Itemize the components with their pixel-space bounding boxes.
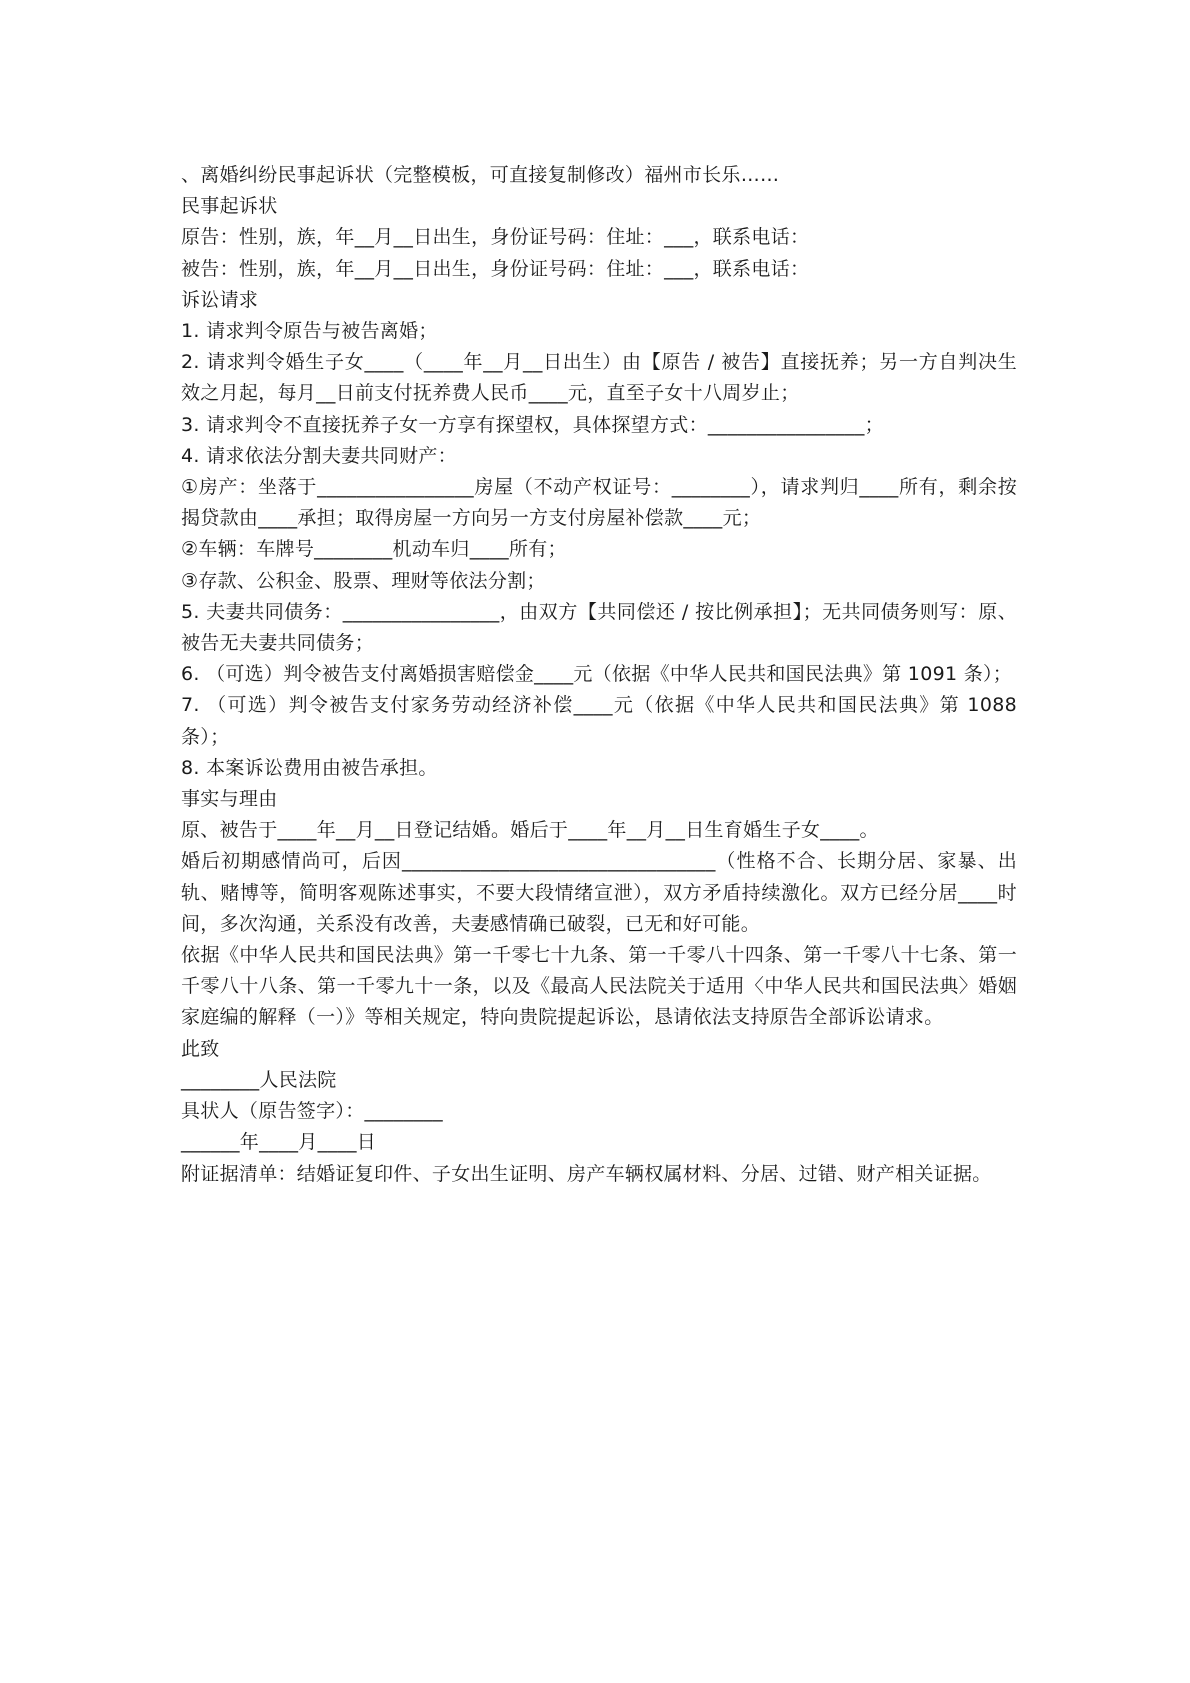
claim-item: ②车辆：车牌号________机动车归____所有； (181, 538, 567, 561)
document-heading: 民事起诉状 (181, 195, 278, 218)
claim-item: 7. （可选）判令被告支付家务劳动经济补偿____元（依据《中华人民共和国民法典》第 1088 条）； (181, 694, 1017, 748)
signer-line: 具状人（原告签字）：________ (181, 1100, 443, 1123)
evidence-list: 附证据清单：结婚证复印件、子女出生证明、房产车辆权属材料、分居、过错、财产相关证据。 (181, 1162, 992, 1185)
claim-item: ③存款、公积金、股票、理财等依法分割； (181, 569, 546, 592)
title-line: 、离婚纠纷民事起诉状（完整模板，可直接复制修改）福州市长乐…… (181, 164, 780, 186)
claims-heading: 诉讼请求 (181, 288, 259, 311)
facts-paragraph: 婚后初期感情尚可，后因________________________________（性格不合、长期分居、家暴、出轨、赌博等，简明客观陈述事实，不要大段情绪宣泄），双方矛盾持续激化。双方已经分居____时间，多次沟通，关系没有改善，夫妻感情确已破裂，已无和好可能。 (181, 850, 1017, 935)
facts-heading: 事实与理由 (181, 788, 278, 811)
claim-item: 8. 本案诉讼费用由被告承担。 (181, 756, 438, 779)
claim-item: 5. 夫妻共同债务：________________，由双方【共同偿还 / 按比例承担】；无共同债务则写：原、被告无夫妻共同债务； (181, 600, 1017, 655)
closing-salutation: 此致 (181, 1037, 220, 1060)
court-name: ________人民法院 (181, 1068, 337, 1091)
claim-item: 3. 请求判令不直接抚养子女一方享有探望权，具体探望方式：________________； (181, 413, 884, 436)
date-line: ______年____月____日 (181, 1131, 377, 1154)
facts-paragraph: 依据《中华人民共和国民法典》第一千零七十九条、第一千零八十四条、第一千零八十七条、第一千零八十八条、第一千零九十一条，以及《最高人民法院关于适用〈中华人民共和国民法典〉婚姻家庭编的解释（一）》等相关规定，特向贵院提起诉讼，恳请依法支持原告全部诉讼请求。 (181, 944, 1017, 1029)
plaintiff-info: 原告：性别，族，年__月__日出生，身份证号码：住址：___，联系电话： (181, 226, 810, 249)
defendant-info: 被告：性别，族，年__月__日出生，身份证号码：住址：___，联系电话： (181, 257, 810, 280)
claim-item: 2. 请求判令婚生子女____（____年__月__日出生）由【原告 / 被告】直接抚养；另一方自判决生效之月起，每月__日前支付抚养费人民币____元，直至子女十八周岁止； (181, 351, 1017, 405)
document-body (181, 160, 1017, 1190)
claim-item: 1. 请求判令原告与被告离婚； (181, 320, 438, 343)
claim-item: 4. 请求依法分割夫妻共同财产： (181, 444, 457, 467)
claim-item: 6. （可选）判令被告支付离婚损害赔偿金____元（依据《中华人民共和国民法典》第 1091 条）； (181, 663, 1013, 686)
facts-paragraph: 原、被告于____年__月__日登记结婚。婚后于____年__月__日生育婚生子女____。 (181, 819, 879, 842)
claim-item: ①房产：坐落于________________房屋（不动产权证号：________），请求判归____所有，剩余按揭贷款由____承担；取得房屋一方向另一方支付房屋补偿款____元； (181, 476, 1017, 530)
